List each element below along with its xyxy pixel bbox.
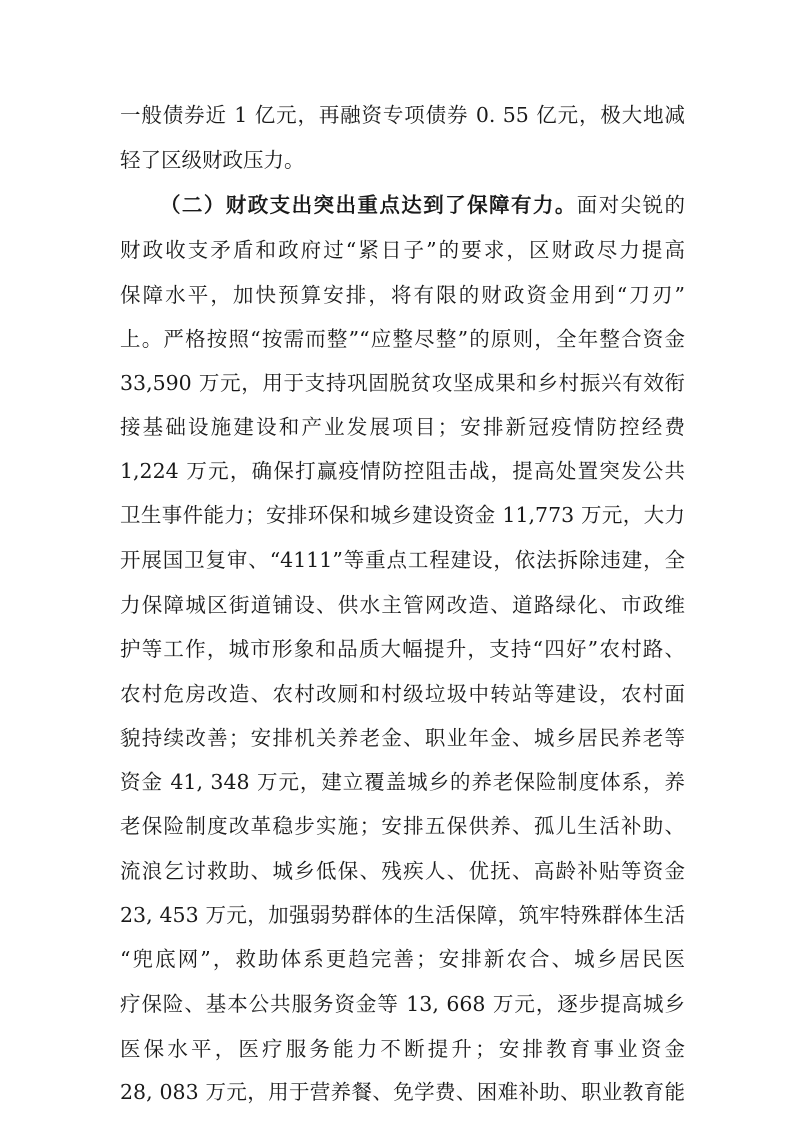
text-line: 流浪乞讨救助、城乡低保、残疾人、优抚、高龄补贴等资金 xyxy=(120,859,685,883)
section-heading-line xyxy=(160,189,685,221)
text-line: 资金 41, 348 万元，建立覆盖城乡的养老保险制度体系，养 xyxy=(120,770,685,794)
text-line: 农村危房改造、农村改厕和村级垃圾中转站等建设，农村面 xyxy=(120,682,685,706)
text-line: 1,224 万元，确保打赢疫情防控阻击战，提高处置突发公共 xyxy=(120,459,685,483)
text-line: 33,590 万元，用于支持巩固脱贫攻坚成果和乡村振兴有效衔 xyxy=(120,371,685,395)
text-line: 护等工作，城市形象和品质大幅提升，支持“四好”农村路、 xyxy=(120,637,685,661)
text-line: 开展国卫复审、“4111”等重点工程建设，依法拆除违建，全 xyxy=(120,548,685,572)
text-line: 财政收支矛盾和政府过“紧日子”的要求，区财政尽力提高 xyxy=(120,238,685,262)
section-heading: （二）财政支出突出重点达到了保障有力。 xyxy=(160,193,577,217)
text-line: 卫生事件能力；安排环保和城乡建设资金 11,773 万元，大力 xyxy=(120,503,685,527)
text-line: 力保障城区街道铺设、供水主管网改造、道路绿化、市政维 xyxy=(120,593,685,617)
text-span: 面对尖锐的 xyxy=(576,193,686,217)
text-line: 医保水平，医疗服务能力不断提升；安排教育事业资金 xyxy=(120,1037,685,1061)
text-line: 貌持续改善；安排机关养老金、职业年金、城乡居民养老等 xyxy=(120,726,685,750)
text-line: 保障水平，加快预算安排，将有限的财政资金用到“刀刃” xyxy=(120,283,685,307)
text-line: 疗保险、基本公共服务资金等 13, 668 万元，逐步提高城乡 xyxy=(120,992,685,1016)
text-line: “兜底网”，救助体系更趋完善；安排新农合、城乡居民医 xyxy=(120,947,685,971)
text-line: 老保险制度改革稳步实施；安排五保供养、孤儿生活补助、 xyxy=(120,814,685,838)
text-line: 28, 083 万元，用于营养餐、免学费、困难补助、职业教育能 xyxy=(120,1080,685,1104)
text-line: 上。严格按照“按需而整”“应整尽整”的原则，全年整合资金 xyxy=(120,327,685,351)
text-line: 23, 453 万元，加强弱势群体的生活保障，筑牢特殊群体生活 xyxy=(120,903,685,927)
text-line: 一般债券近 1 亿元，再融资专项债券 0. 55 亿元，极大地减 xyxy=(120,103,685,127)
text-line: 轻了区级财政压力。 xyxy=(120,148,305,172)
text-line: 接基础设施建设和产业发展项目；安排新冠疫情防控经费 xyxy=(120,415,685,439)
